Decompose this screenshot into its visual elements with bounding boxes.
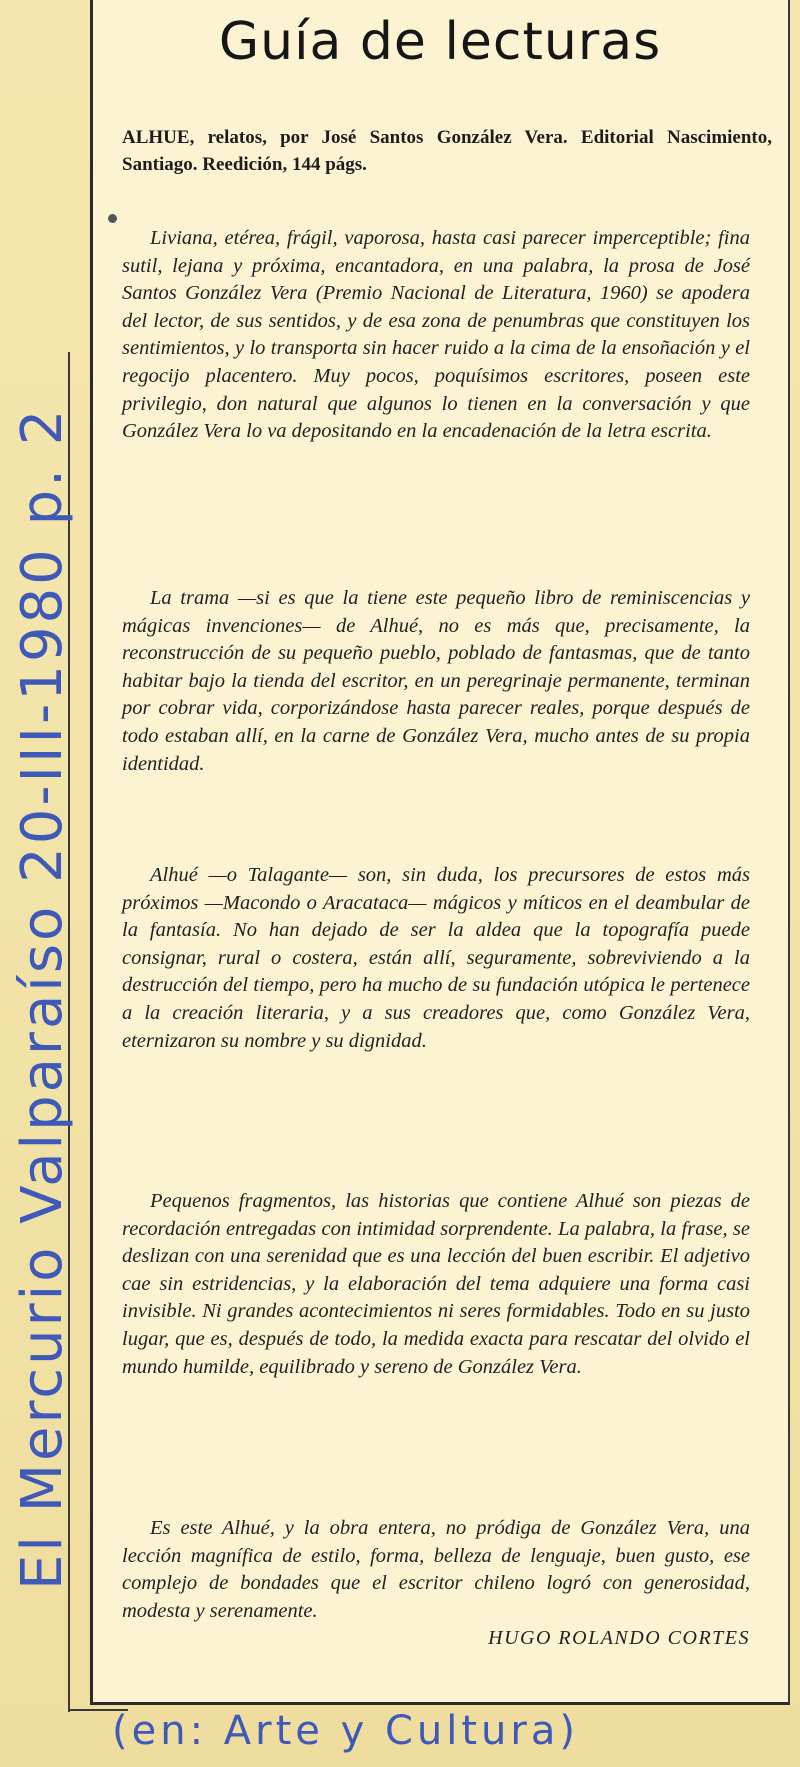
paragraph-5: Es este Alhué, y la obra entera, no pródiga de González Vera, una lección magnífica de estilo, forma, belleza de lenguaje, buen gusto, ese complejo de bondades que el escritor chileno logró con generosidad, modesta y serenamente. [122, 1517, 750, 1622]
handwritten-source-note: El Mercurio Valparaíso 20-III-1980 p. 2 [10, 406, 75, 1590]
paragraph-1: Liviana, etérea, frágil, vaporosa, hasta casi parecer imperceptible; fina sutil, lejana y próxima, encantadora, en una palabra, la prosa de José Santos González Vera (Premio Nacional de Literatura, 1960) se apodera del lector, de sus sentidos, y de esa zona de penumbras que constituyen los sentimientos, y lo transporta sin hacer ruido a la cima de la ensoñación y el regocijo placentero. Muy pocos, poquísimos escritores, poseen este privilegio, don natural que algunos lo tienen en la conversación y que González Vera lo va depositando en la encadenación de la letra escrita. [122, 227, 750, 443]
book-bibliography: ALHUE, relatos, por José Santos González Vera. Editorial Nascimiento, Santiago. Reedición, 144 págs. [122, 127, 772, 175]
paragraph-4: Pequenos fragmentos, las historias que contiene Alhué son piezas de recordación entregadas con intimidad sorprendente. La palabra, la frase, se deslizan con una serenidad que es una lección del buen escribir. El adjetivo cae sin estridencias, y la elaboración del tema adquiere una forma casi invisible. Ni grandes acontecimientos ni seres formidables. Todo en su justo lugar, que es, después de todo, la medida exacta para rescatar del olvido el mundo humilde, equilibrado y sereno de González Vera. [122, 1190, 750, 1378]
handwritten-section-note: (en: Arte y Cultura) [112, 1708, 579, 1754]
article-title: Guía de lecturas [218, 12, 662, 72]
article-author: HUGO ROLANDO CORTES [488, 1627, 750, 1649]
paragraph-3: Alhué —o Talagante— son, sin duda, los precursores de estos más próximos —Macondo o Aracataca— mágicos y míticos en el deambular de la fantasía. No han dejado de ser la aldea que la topografía puede consignar, rural o costera, están allí, seguramente, sobreviviendo a la destrucción del tiempo, pero ha mucho de su fundación utópica le pertenece a la creación literaria, y a sus creadores que, como González Vera, eternizaron su nombre y su dignidad. [122, 864, 750, 1052]
paragraph-2: La trama —si es que la tiene este pequeño libro de reminiscencias y mágicas invenciones— de Alhué, no es más que, precisamente, la reconstrucción de su pequeño pueblo, poblado de fantasmas, que de tanto habitar bajo la tienda del escritor, en un peregrinaje permanente, terminan por cobrar vida, corporizándose hasta parecer reales, porque después de todo estaban allí, en la carne de González Vera, mucho antes de su propia identidad. [122, 587, 750, 775]
bullet-icon [108, 214, 117, 223]
